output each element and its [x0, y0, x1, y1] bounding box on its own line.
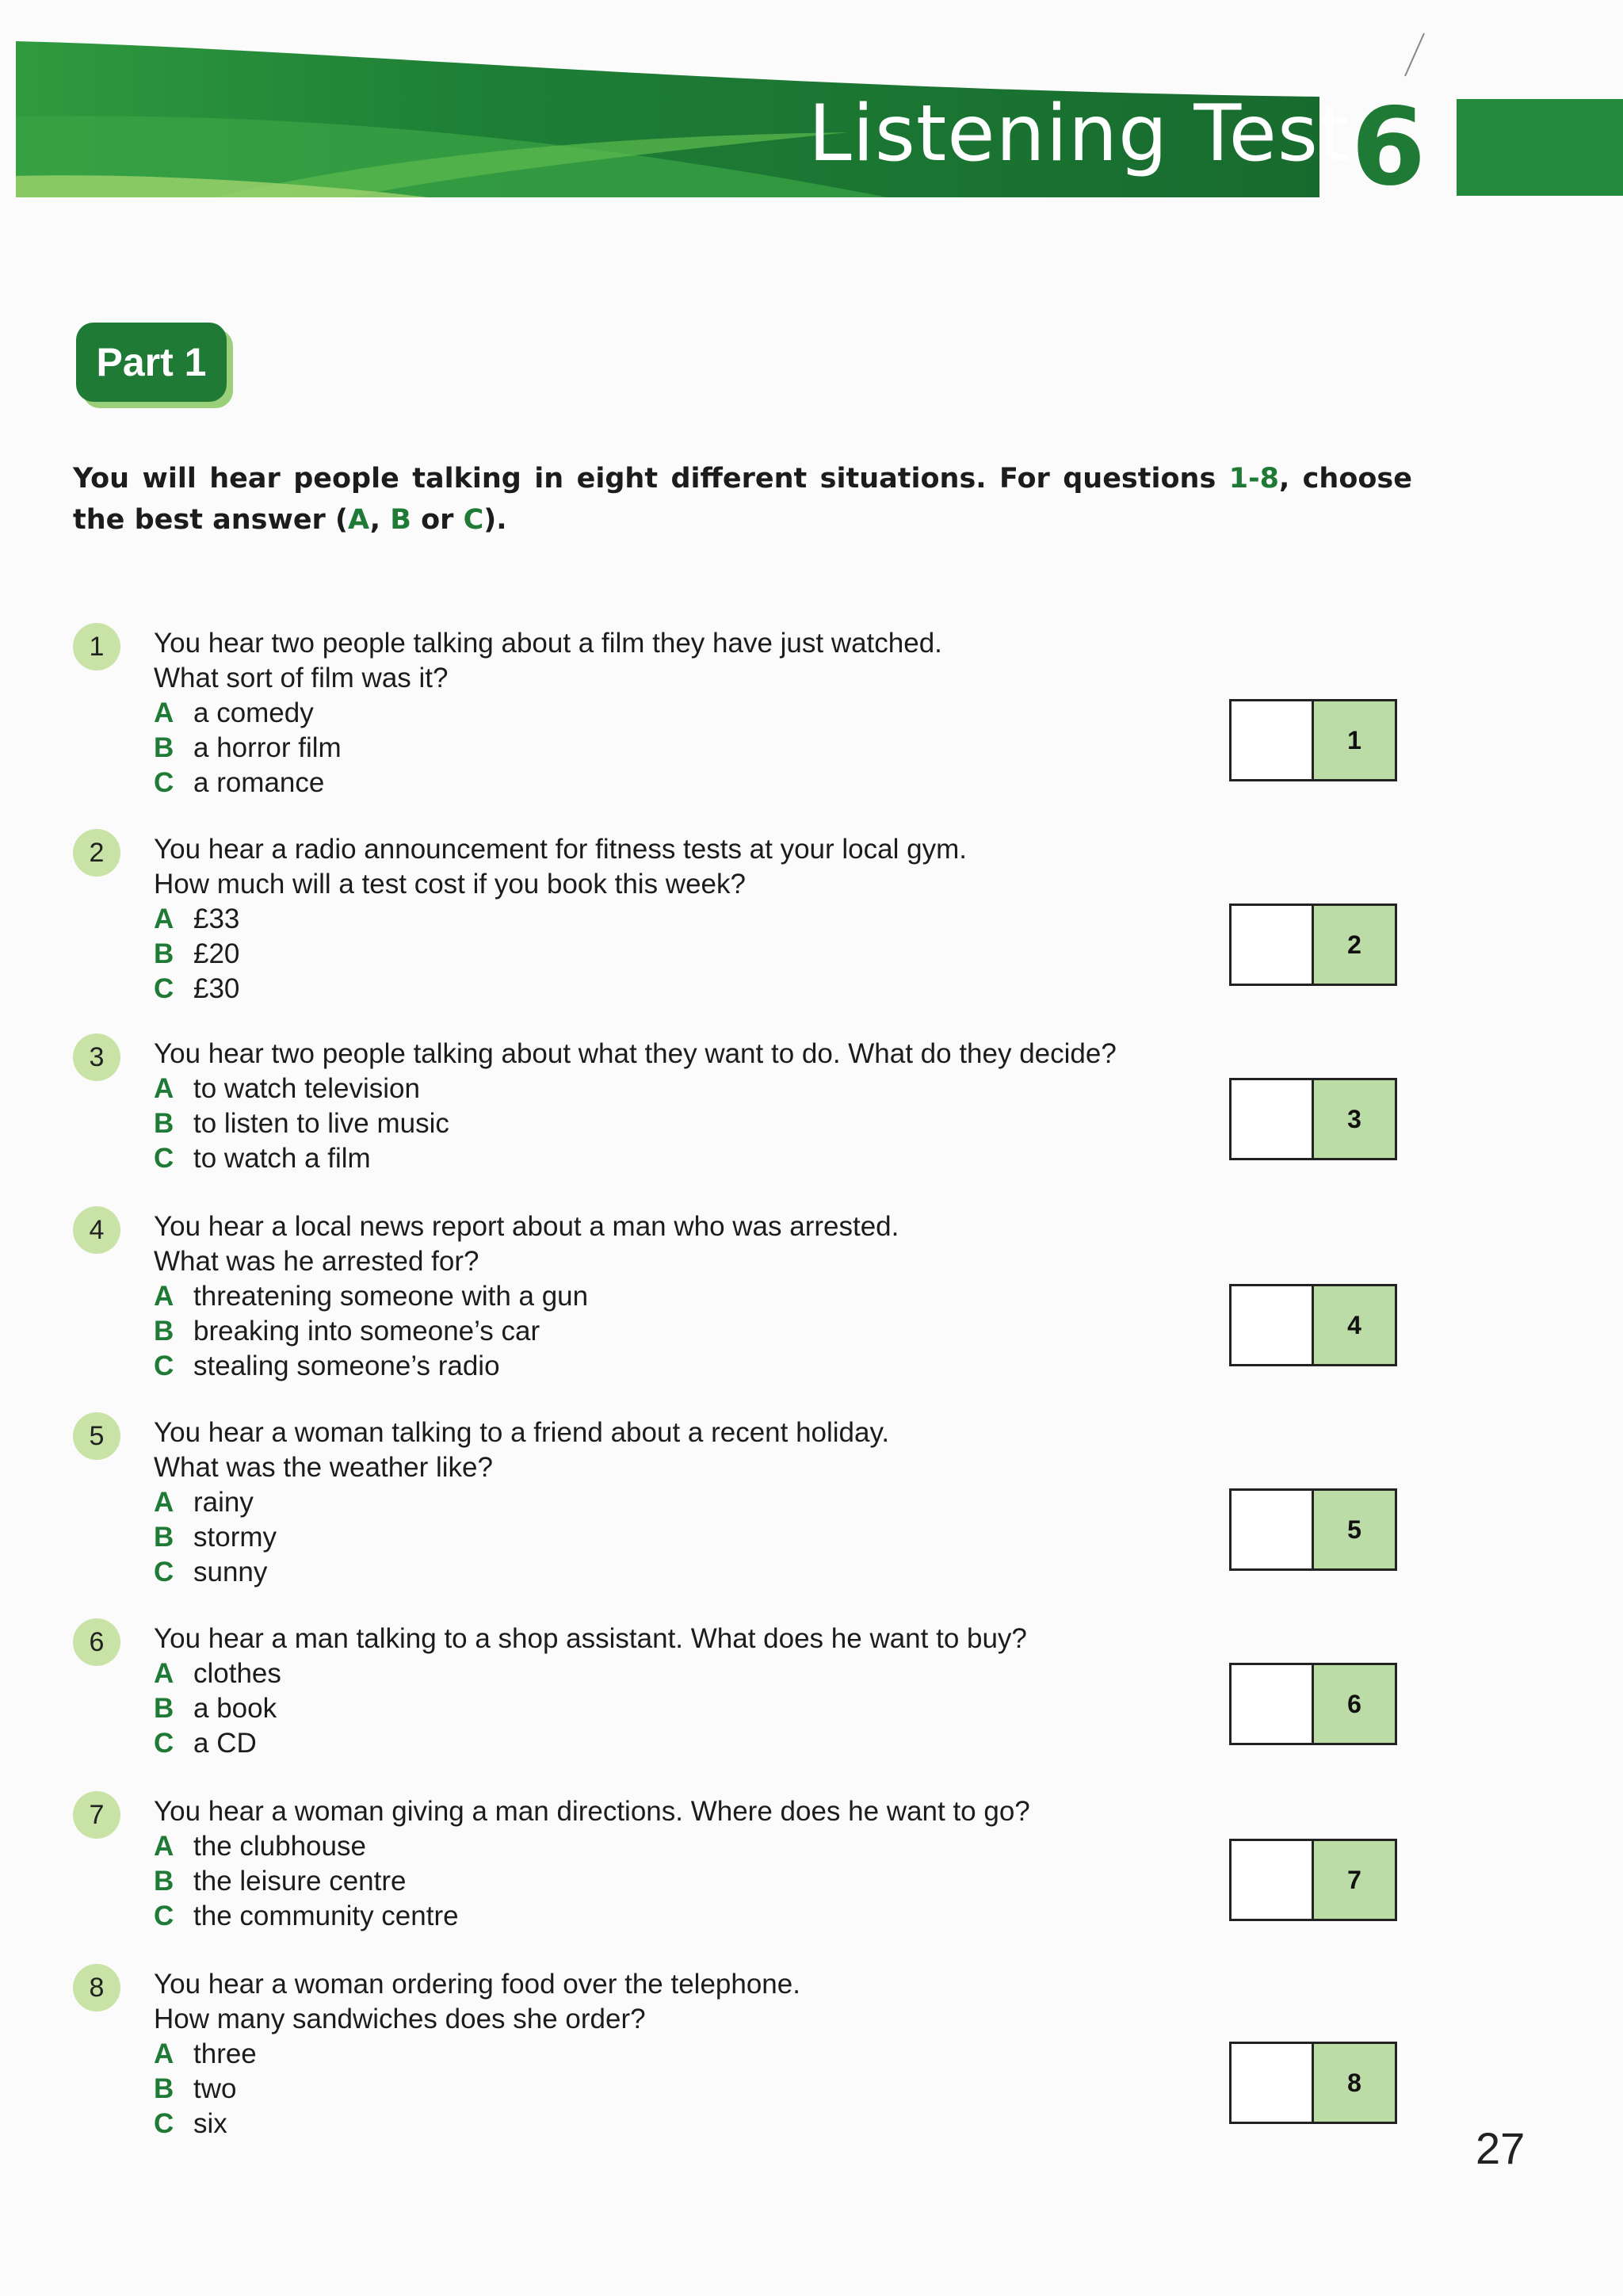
- option-text: sunny: [193, 1557, 268, 1587]
- instructions-letter-c: C: [463, 504, 484, 536]
- option-text: three: [193, 2038, 257, 2069]
- option-text: £20: [193, 938, 240, 969]
- option-letter: C: [154, 2108, 174, 2139]
- option-text: clothes: [193, 1658, 281, 1689]
- question-line: You hear a man talking to a shop assistant. What does he want to buy?: [154, 1623, 1027, 1654]
- option-b[interactable]: [154, 2072, 1303, 2107]
- answer-box-1[interactable]: [1229, 699, 1397, 781]
- question-text: [154, 626, 1303, 800]
- option-c[interactable]: [154, 1141, 1303, 1176]
- instructions-mid: , choose the best answer (: [73, 463, 1412, 536]
- question-line: You hear a radio announcement for fitness tests at your local gym.: [154, 834, 967, 865]
- option-letter: C: [154, 1557, 174, 1587]
- option-text: breaking into someone’s car: [193, 1316, 540, 1347]
- page-number: 27: [1476, 2123, 1526, 2173]
- question-text: [154, 832, 1303, 1007]
- option-b[interactable]: [154, 1520, 1303, 1555]
- option-b[interactable]: [154, 1314, 1303, 1349]
- option-text: two: [193, 2073, 237, 2104]
- question-number: 1: [73, 623, 120, 670]
- option-letter: A: [154, 2038, 174, 2069]
- question-line: You hear a local news report about a man who was arrested.: [154, 1211, 899, 1242]
- answer-blank[interactable]: [1232, 906, 1314, 984]
- option-letter: B: [154, 1522, 174, 1553]
- option-text: a horror film: [193, 732, 342, 763]
- answer-box-5[interactable]: [1229, 1488, 1397, 1571]
- option-letter: C: [154, 1901, 174, 1931]
- option-text: £33: [193, 904, 240, 934]
- option-c[interactable]: [154, 972, 1303, 1007]
- question-number: 5: [73, 1412, 120, 1460]
- question-number: 2: [73, 829, 120, 877]
- option-a[interactable]: [154, 696, 1303, 731]
- instructions-letter-b: B: [390, 504, 411, 536]
- option-a[interactable]: [154, 1829, 1303, 1864]
- answer-box-number: 8: [1314, 2044, 1395, 2122]
- instructions-lead: You will hear people talking in eight different situations. For questions: [73, 463, 1229, 495]
- answer-box-number: 1: [1314, 701, 1395, 779]
- question-text: [154, 1209, 1303, 1384]
- option-b[interactable]: [154, 937, 1303, 972]
- option-text: the community centre: [193, 1901, 459, 1931]
- option-c[interactable]: [154, 1726, 1303, 1761]
- question-line: How much will a test cost if you book this week?: [154, 869, 746, 900]
- option-text: to listen to live music: [193, 1108, 449, 1139]
- question-text: [154, 1037, 1303, 1176]
- instructions-or: or: [411, 504, 464, 536]
- page-title: Listening Test: [808, 89, 1350, 179]
- option-c[interactable]: [154, 766, 1303, 800]
- question-line: You hear two people talking about a film they have just watched.: [154, 628, 942, 659]
- option-text: to watch a film: [193, 1143, 371, 1174]
- option-text: to watch television: [193, 1073, 420, 1104]
- option-a[interactable]: [154, 902, 1303, 937]
- answer-box-4[interactable]: [1229, 1284, 1397, 1366]
- option-letter: C: [154, 1728, 174, 1759]
- answer-box-3[interactable]: [1229, 1078, 1397, 1160]
- option-letter: B: [154, 1108, 174, 1139]
- option-letter: B: [154, 2073, 174, 2104]
- question-line: What was he arrested for?: [154, 1246, 479, 1277]
- option-text: stormy: [193, 1522, 277, 1553]
- answer-box-number: 7: [1314, 1841, 1395, 1919]
- test-number: 6: [1351, 85, 1426, 209]
- option-a[interactable]: [154, 1656, 1303, 1691]
- option-letter: C: [154, 973, 174, 1004]
- option-letter: A: [154, 1487, 174, 1518]
- option-letter: C: [154, 1350, 174, 1381]
- option-text: threatening someone with a gun: [193, 1281, 589, 1312]
- option-b[interactable]: [154, 1864, 1303, 1899]
- option-c[interactable]: [154, 2107, 1303, 2141]
- option-letter: A: [154, 1073, 174, 1104]
- option-letter: C: [154, 1143, 174, 1174]
- answer-box-number: 6: [1314, 1665, 1395, 1743]
- option-text: a CD: [193, 1728, 257, 1759]
- option-c[interactable]: [154, 1555, 1303, 1590]
- answer-blank[interactable]: [1232, 1080, 1314, 1158]
- question-line: You hear a woman giving a man directions. Where does he want to go?: [154, 1796, 1030, 1827]
- option-text: rainy: [193, 1487, 254, 1518]
- option-text: six: [193, 2108, 227, 2139]
- question-line: How many sandwiches does she order?: [154, 2004, 646, 2034]
- answer-blank[interactable]: [1232, 2044, 1314, 2122]
- option-letter: C: [154, 767, 174, 798]
- option-letter: B: [154, 938, 174, 969]
- question-number: 8: [73, 1964, 120, 2011]
- part-badge: Part 1: [76, 323, 227, 402]
- option-letter: A: [154, 904, 174, 934]
- instructions-range: 1-8: [1228, 463, 1279, 495]
- option-text: stealing someone’s radio: [193, 1350, 500, 1381]
- question-line: You hear two people talking about what they want to do. What do they decide?: [154, 1038, 1117, 1069]
- answer-box-number: 4: [1314, 1286, 1395, 1364]
- option-text: a comedy: [193, 697, 314, 728]
- option-letter: A: [154, 697, 174, 728]
- instructions-comma: ,: [369, 504, 391, 536]
- option-text: a book: [193, 1693, 277, 1724]
- option-text: the clubhouse: [193, 1831, 366, 1862]
- question-number: 6: [73, 1618, 120, 1666]
- option-b[interactable]: [154, 731, 1303, 766]
- answer-box-number: 3: [1314, 1080, 1395, 1158]
- question-text: [154, 1415, 1303, 1590]
- option-letter: B: [154, 1316, 174, 1347]
- question-line: What sort of film was it?: [154, 663, 449, 693]
- answer-blank[interactable]: [1232, 1491, 1314, 1568]
- answer-blank[interactable]: [1232, 1841, 1314, 1919]
- option-letter: A: [154, 1831, 174, 1862]
- option-letter: A: [154, 1281, 174, 1312]
- option-a[interactable]: [154, 1072, 1303, 1106]
- instructions-tail: ).: [483, 504, 507, 536]
- question-number: 7: [73, 1791, 120, 1839]
- option-letter: A: [154, 1658, 174, 1689]
- answer-box-8[interactable]: [1229, 2042, 1397, 2124]
- question-number: 4: [73, 1206, 120, 1254]
- pen-mark-icon: [1399, 32, 1430, 79]
- answer-box-6[interactable]: [1229, 1663, 1397, 1745]
- answer-box-7[interactable]: [1229, 1839, 1397, 1921]
- option-c[interactable]: [154, 1899, 1303, 1934]
- option-a[interactable]: [154, 1279, 1303, 1314]
- option-c[interactable]: [154, 1349, 1303, 1384]
- answer-blank[interactable]: [1232, 701, 1314, 779]
- answer-blank[interactable]: [1232, 1665, 1314, 1743]
- option-a[interactable]: [154, 2037, 1303, 2072]
- question-number: 3: [73, 1033, 120, 1081]
- option-letter: B: [154, 1693, 174, 1724]
- option-letter: B: [154, 732, 174, 763]
- answer-blank[interactable]: [1232, 1286, 1314, 1364]
- answer-box-number: 2: [1314, 906, 1395, 984]
- option-a[interactable]: [154, 1485, 1303, 1520]
- header-right-block: [1457, 99, 1623, 196]
- question-text: [154, 1967, 1303, 2141]
- question-text: [154, 1622, 1303, 1761]
- option-b[interactable]: [154, 1106, 1303, 1141]
- answer-box-2[interactable]: [1229, 904, 1397, 986]
- option-b[interactable]: [154, 1691, 1303, 1726]
- instructions: [73, 458, 1412, 541]
- option-letter: B: [154, 1866, 174, 1897]
- option-text: a romance: [193, 767, 325, 798]
- question-line: You hear a woman talking to a friend about a recent holiday.: [154, 1417, 890, 1448]
- question-line: What was the weather like?: [154, 1452, 493, 1483]
- option-text: £30: [193, 973, 240, 1004]
- answer-box-number: 5: [1314, 1491, 1395, 1568]
- instructions-letter-a: A: [348, 504, 370, 536]
- question-line: You hear a woman ordering food over the telephone.: [154, 1969, 800, 2000]
- question-text: [154, 1794, 1303, 1934]
- option-text: the leisure centre: [193, 1866, 407, 1897]
